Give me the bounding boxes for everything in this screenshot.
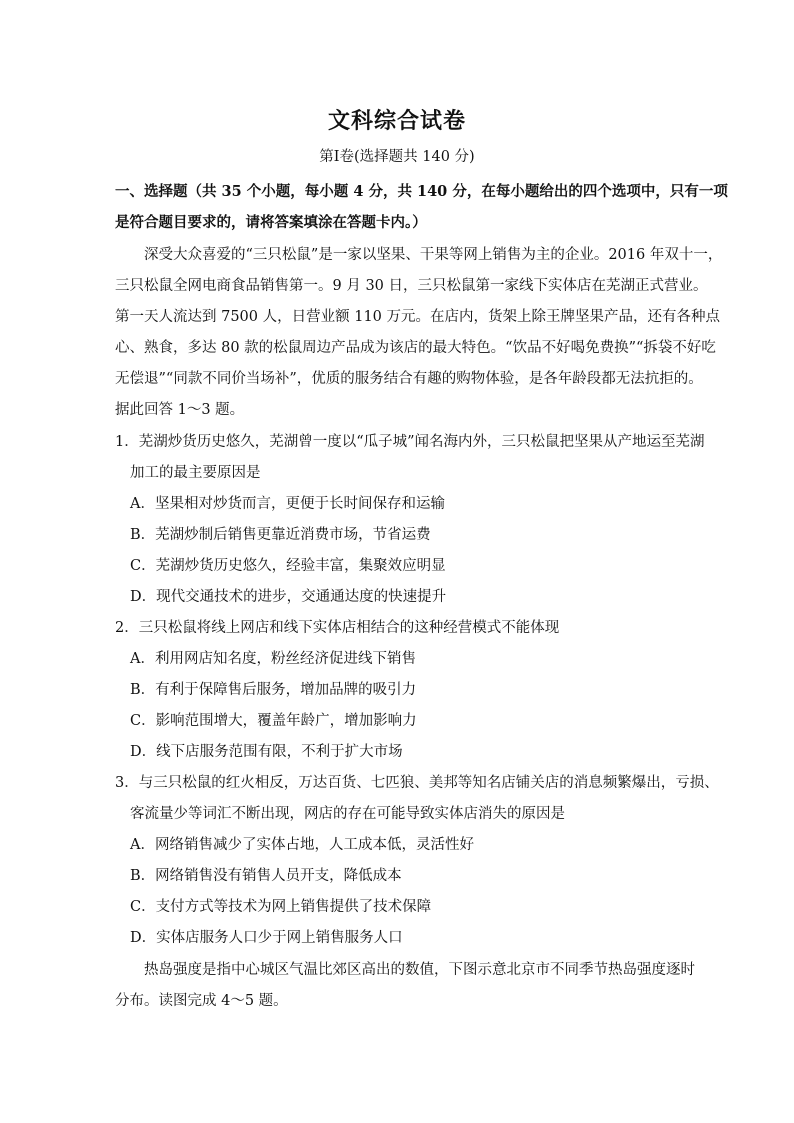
question-2-option-b: B．有利于保障售后服务，增加品牌的吸引力	[130, 682, 417, 698]
passage1-line-2: 三只松鼠全网电商食品销售第一。9 月 30 日，三只松鼠第一家线下实体店在芜湖正式营业。	[115, 278, 708, 294]
question-3-stem-line-1: 3．与三只松鼠的红火相反，万达百货、七匹狼、美邦等知名店铺关店的消息频繁爆出，亏损、	[115, 775, 719, 791]
question-2-option-c: C．影响范围增大，覆盖年龄广，增加影响力	[130, 713, 417, 729]
passage1-line-3: 第一天人流达到 7500 人，日营业额 110 万元。在店内，货架上除王牌坚果产品，还有各种点	[115, 309, 721, 325]
section-instruction-line-2: 是符合题目要求的，请将答案填涂在答题卡内。）	[115, 214, 427, 231]
question-1-option-a: A．坚果相对炒货而言，更便于长时间保存和运输	[130, 496, 445, 512]
question-3-option-c: C．支付方式等技术为网上销售提供了技术保障	[130, 899, 432, 915]
question-3-stem-line-2: 客流量少等词汇不断出现，网店的存在可能导致实体店消失的原因是	[130, 806, 565, 822]
passage1-line-4: 心、熟食，多达 80 款的松鼠周边产品成为该店的最大特色。“饮品不好喝免费换”“拆袋不好吃	[115, 340, 716, 356]
question-3-option-b: B．网络销售没有销售人员开支，降低成本	[130, 868, 402, 884]
question-2-option-a: A．利用网店知名度，粉丝经济促进线下销售	[130, 651, 416, 667]
section-instruction-line-1: 一、选择题（共 35 个小题，每小题 4 分，共 140 分，在每小题给出的四个选项中，只有一项	[115, 183, 728, 200]
question-1-option-d: D．现代交通技术的进步，交通通达度的快速提升	[130, 589, 447, 605]
question-1-option-b: B．芜湖炒制后销售更靠近消费市场，节省运费	[130, 527, 431, 543]
passage1-line-5: 无偿退”“同款不同价当场补”，优质的服务结合有趣的购物体验，是各年龄段都无法抗拒的。	[115, 371, 703, 387]
question-2-stem: 2．三只松鼠将线上网店和线下实体店相结合的这种经营模式不能体现	[115, 620, 560, 636]
passage1-line-6: 据此回答 1～3 题。	[115, 402, 245, 418]
passage2-line-1: 热岛强度是指中心城区气温比郊区高出的数值，下图示意北京市不同季节热岛强度逐时	[144, 962, 695, 978]
question-2-option-d: D．线下店服务范围有限，不利于扩大市场	[130, 744, 403, 760]
question-1-option-c: C．芜湖炒货历史悠久，经验丰富，集聚效应明显	[130, 558, 446, 574]
question-1-stem-line-2: 加工的最主要原因是	[130, 465, 261, 481]
question-3-option-d: D．实体店服务人口少于网上销售服务人口	[130, 930, 403, 946]
question-3-option-a: A．网络销售减少了实体占地，人工成本低，灵活性好	[130, 837, 474, 853]
exam-subtitle: 第Ⅰ卷(选择题共 140 分)	[319, 149, 475, 165]
passage1-line-1: 深受大众喜爱的“三只松鼠”是一家以坚果、干果等网上销售为主的企业。2016 年双十一，	[144, 247, 723, 263]
exam-title: 文科综合试卷	[327, 108, 466, 134]
question-1-stem-line-1: 1．芜湖炒货历史悠久，芜湖曾一度以“瓜子城”闻名海内外，三只松鼠把坚果从产地运至芜湖	[115, 434, 705, 450]
passage2-line-2: 分布。读图完成 4～5 题。	[115, 993, 288, 1009]
